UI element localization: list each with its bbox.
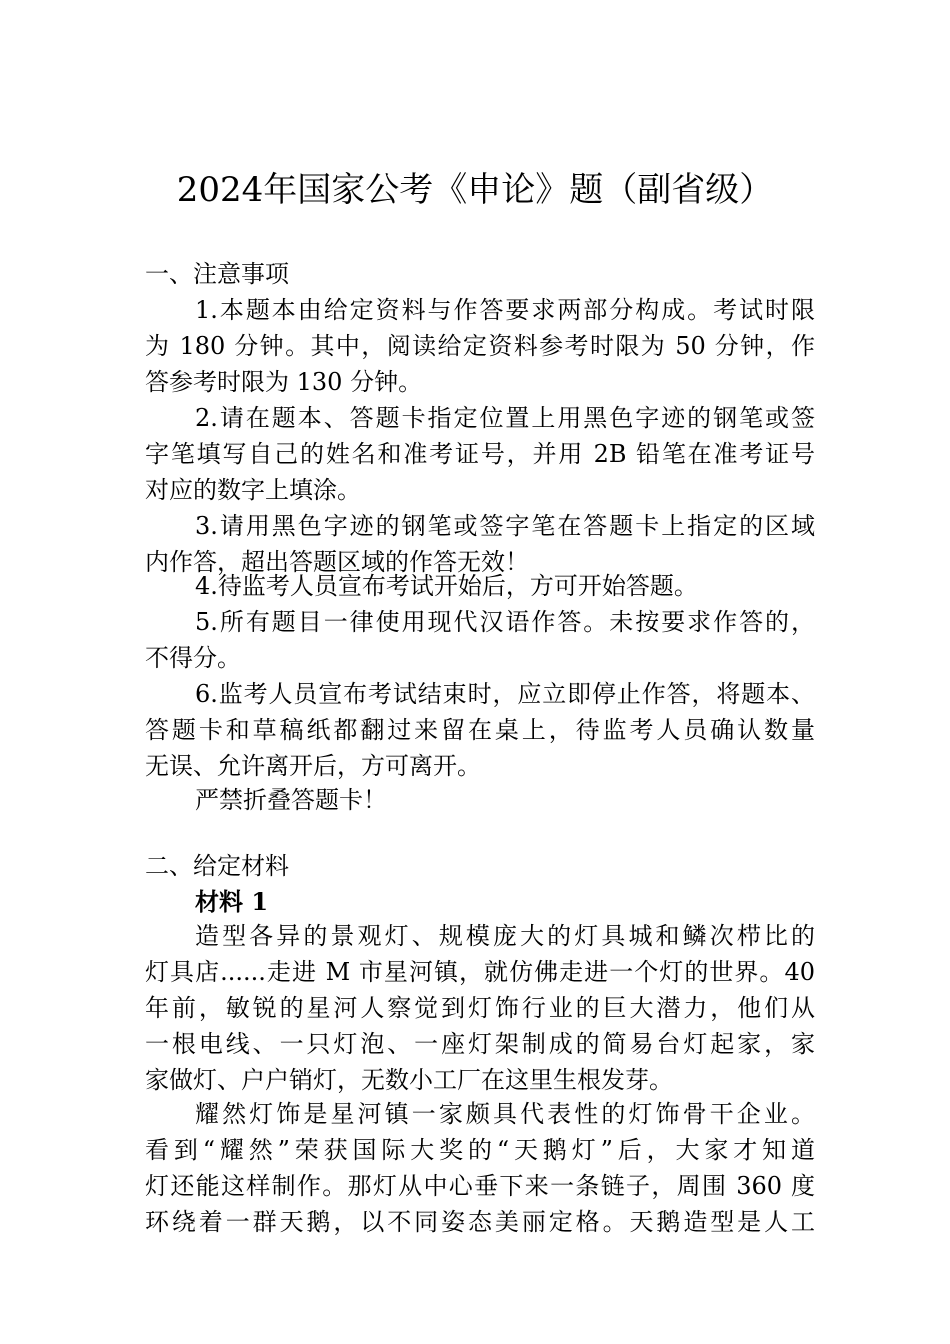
notice-item-2 (145, 400, 815, 508)
material-line: 灯具店......走进 M 市星河镇，就仿佛走进一个灯的世界。40 (145, 958, 815, 986)
notice-item-line: 对应的数字上填涂。 (145, 476, 361, 504)
materials-heading: 二、给定材料 (145, 852, 289, 880)
notice-item-line: 3.请用黑色字迹的钢笔或签字笔在答题卡上指定的区域 (195, 512, 815, 540)
material-line: 年前，敏锐的星河人察觉到灯饰行业的巨大潜力，他们从 (145, 994, 815, 1022)
notice-item-7 (145, 782, 815, 818)
material-1-label: 材料 1 (195, 887, 269, 916)
notice-item-1 (145, 292, 815, 400)
material-line: 环绕着一群天鹅，以不同姿态美丽定格。天鹅造型是人工 (145, 1208, 815, 1236)
notice-item-line: 5.所有题目一律使用现代汉语作答。未按要求作答的， (195, 608, 815, 636)
notice-item-line: 6.监考人员宣布考试结束时，应立即停止作答，将题本、 (195, 680, 815, 708)
notice-item-5 (145, 604, 815, 676)
notice-heading: 一、注意事项 (145, 260, 289, 288)
material-paragraph-1 (145, 918, 815, 1098)
notice-item-line: 无误、允许离开后，方可离开。 (145, 752, 481, 780)
material-line: 看到“耀然”荣获国际大奖的“天鹅灯”后，大家才知道 (145, 1136, 815, 1164)
notice-item-line: 1.本题本由给定资料与作答要求两部分构成。考试时限 (195, 296, 815, 324)
notice-item-4 (145, 568, 815, 604)
notice-item-line: 字笔填写自己的姓名和准考证号，并用 2B 铅笔在准考证号 (145, 440, 815, 468)
material-line: 一根电线、一只灯泡、一座灯架制成的简易台灯起家，家 (145, 1030, 815, 1058)
material-paragraph-2 (145, 1096, 815, 1240)
notice-item-line: 2.请在题本、答题卡指定位置上用黑色字迹的钢笔或签 (195, 404, 815, 432)
material-line: 家做灯、户户销灯，无数小工厂在这里生根发芽。 (145, 1066, 673, 1094)
notice-item-line: 答题卡和草稿纸都翻过来留在桌上，待监考人员确认数量 (145, 716, 815, 744)
notice-item-line: 答参考时限为 130 分钟。 (145, 368, 423, 396)
material-line: 耀然灯饰是星河镇一家颇具代表性的灯饰骨干企业。 (195, 1100, 815, 1128)
notice-item-line: 为 180 分钟。其中，阅读给定资料参考时限为 50 分钟，作 (145, 332, 815, 360)
notice-item-6 (145, 676, 815, 784)
notice-item-line: 不得分。 (145, 644, 241, 672)
notice-item-line: 严禁折叠答题卡！ (195, 786, 387, 814)
notice-item-line: 内作答，超出答题区域的作答无效！ (145, 548, 529, 576)
notice-item-line: 4.待监考人员宣布考试开始后，方可开始答题。 (195, 572, 698, 600)
material-line: 灯还能这样制作。那灯从中心垂下来一条链子，周围 360 度 (145, 1172, 815, 1200)
material-line: 造型各异的景观灯、规模庞大的灯具城和鳞次栉比的 (195, 922, 815, 950)
document-title: 2024年国家公考《申论》题（副省级） (176, 170, 774, 210)
